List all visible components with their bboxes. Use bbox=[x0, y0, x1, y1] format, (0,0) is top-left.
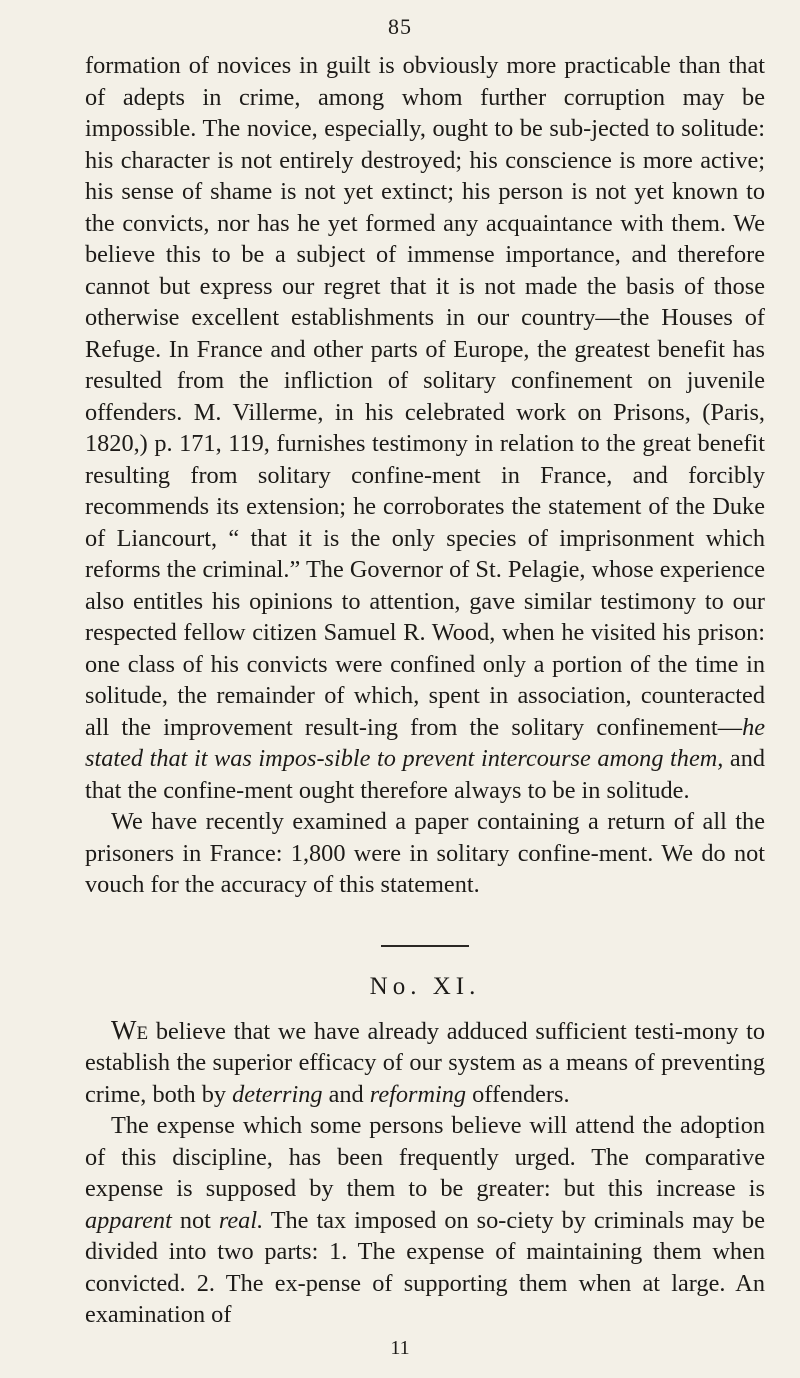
section-divider bbox=[381, 945, 469, 947]
italic-quote: he stated that it was impos-sible to prevent intercourse among them, bbox=[85, 713, 765, 772]
italic-word: reforming bbox=[369, 1080, 467, 1108]
body-text bbox=[85, 50, 765, 1331]
page-number: 85 bbox=[388, 14, 412, 39]
signature-mark: 11 bbox=[390, 1337, 410, 1359]
text-run: believe that we have already adduced sufficient testi-mony to establish the superior efficacy of our system as a means of preventing crime, both by bbox=[85, 1017, 765, 1108]
text-run: not bbox=[171, 1206, 219, 1234]
text-run: and bbox=[322, 1080, 370, 1108]
text-run: offenders. bbox=[466, 1080, 570, 1108]
lead-word: We bbox=[111, 1014, 149, 1045]
paragraph-solitude-novices bbox=[85, 50, 765, 806]
italic-word: apparent bbox=[85, 1206, 172, 1234]
text-run: formation of novices in guilt is obviously more practicable than that of adepts in crime, among whom further corruption may be impossible. The novice, especially, ought to be sub-jected to solitude: his character is not entirely destroyed; his conscience is more active; his sense of shame is not yet extinct; his person is not yet known to the convicts, nor has he yet formed any acquaintance with them. We believe this to be a subject of immense importance, and therefore cannot but express our regret that it is not made the basis of those otherwise excellent establishments in our country—the Houses of Refuge. In France and other parts of Europe, the greatest benefit has resulted from the infliction of solitary confinement on juvenile offenders. M. Villerme, in his celebrated work on Prisons, (Paris, 1820,) p. 171, 119, furnishes testimony in relation to the great benefit resulting from solitary confine-ment in France, and forcibly recommends its extension; he corroborates the statement of the Duke of Liancourt, “ that it is the only species of imprisonment which reforms the criminal.” The Governor of St. Pelagie, whose experience also entitles his opinions to attention, gave similar testimony to our respected fellow citizen Samuel R. Wood, when he visited his prison: one class of his convicts were confined only a portion of the time in solitude, the remainder of which, spent in association, counteracted all the improvement result-ing from the solitary confinement— bbox=[85, 52, 765, 741]
text-run: The expense which some persons believe will attend the adoption of this discipline, has been frequently urged. The comparative expense is supposed by them to be greater: but this increase is bbox=[85, 1112, 765, 1202]
text-run: The tax imposed on so-ciety by criminals may be divided into two parts: 1. The expense of maintaining them when convicted. 2. The ex-pense of supporting them when at large. An examination of bbox=[85, 1206, 765, 1328]
paragraph-expense bbox=[85, 1110, 765, 1331]
text-run: and that the confine-ment ought therefore always to be in solitude. bbox=[85, 745, 766, 804]
paragraph-france-return: We have recently examined a paper containing a return of all the prisoners in France: 1,800 were in solitary confine-ment. We do not vouch for the accuracy of this statement. bbox=[85, 808, 765, 898]
italic-word: real. bbox=[218, 1206, 264, 1234]
italic-word: deterring bbox=[232, 1080, 323, 1108]
section-heading: No. XI. bbox=[369, 972, 481, 1000]
paragraph-efficacy bbox=[85, 1015, 765, 1111]
